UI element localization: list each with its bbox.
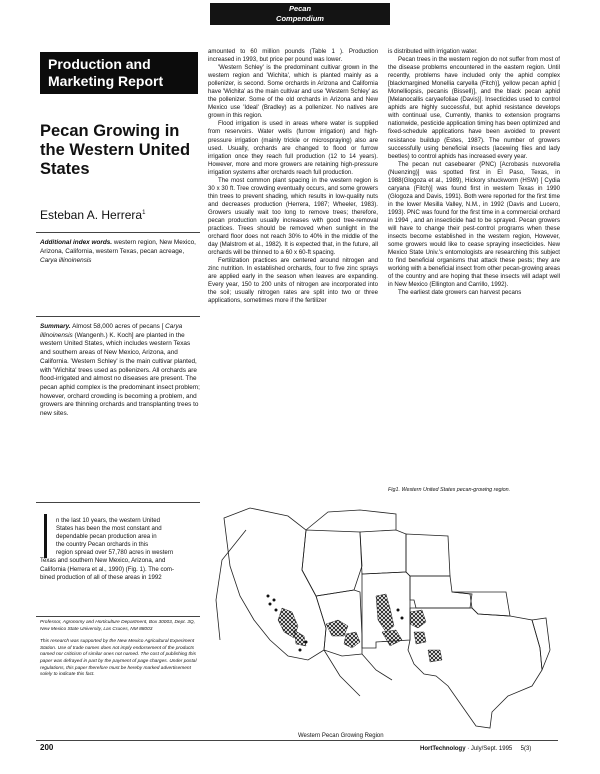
paragraph: amounted to 60 million pounds (Table 1 ). Production increased in 1993, but price per pound was lower. <box>208 48 378 64</box>
funding-footnote: This research was supported by the New Mexico Agricultural Experiment Station. Use of trade names does not imply endorsement of the products named nor criticism of similar ones not named. The cost of publishing this paper was defrayed in part by the payment of page charges. Under postal regulations, this paper therefore must be hereby marked advertisement solely to indicate this fact. <box>40 639 197 678</box>
index-words-label: Additional index words. <box>40 239 113 246</box>
intro-line: n the last 10 years, the western United <box>56 517 160 524</box>
index-words-species: Carya illinoinensis <box>40 257 92 264</box>
column-3 <box>388 48 560 297</box>
intro-line: dependable pecan production area in <box>56 533 157 541</box>
intro-line: the country Pecan orchards in this <box>56 541 149 549</box>
paragraph: 'Western Schley' is the predominant cultivar grown in the western region and 'Wichita', which is planted mainly as a pollenizer, is second. Some orchards in Arizona and California have 'Wichita' as the main cultivar and use 'Western Schley' as the pollenizer. Some of the old orchards in Arizona and New Mexico use 'Ideal' (Bradley) as a pollenizer. No natives are grown in this region. <box>208 64 378 120</box>
intro-line: region spread over 57,780 acres in western <box>56 549 174 557</box>
summary-species: Carya illinoinensis <box>40 323 183 339</box>
summary-text-1: Almost 58,000 acres of pecans [ <box>70 323 166 330</box>
paragraph: Fertilization practices are centered around nitrogen and zinc nutrition. In established orchards, four to five zinc sprays are applied early in the season when leaves are expanding. Every year, 150 to 200 units of nitrogen are incorporated into the soil; usually nitrogen rates are split into two or three applications, sometimes more if the fertilizer <box>208 257 378 305</box>
subsection-label: Compendium <box>276 14 324 23</box>
journal-footer <box>420 746 531 752</box>
journal-issue: · July/Sept. 1995 <box>465 746 513 752</box>
article-title: Pecan Growing in the Western United States <box>40 122 191 178</box>
column-2 <box>208 48 378 306</box>
figure-caption-label: Fig1. <box>388 487 400 493</box>
paragraph: The pecan nut casebearer (PNC) [Acrobasis nuxvorella (Nuenzing)] was spotted first in El Paso, Texas, in 1988(Glogoza et al., 1989), Hickory shuckworm (HSW) [ Cydia caryana (Fitch)] was found first in western Texas in 1990 (Glogoza and Davis, 1991). Both were reported for the first time in the lower Mesilla Valley, N.M., in 1992 (Davis and Lucero, 1993). PNC was found for the first time in a commercial orchard in 1994 , and an insecticide had to be sprayed. Pecan growers will have to change their pest-control programs when these insects become established in the western region, However, some growers would like to cease spraying insecticides. New Mexico State Univ.'s entomologists are researching this subject to find beneficial organisms that attack these pests; they are working with a beneficial insect from other pecan-growing areas of the country and are hoping that these insects will adapt well in New Mexico (Ellington and Carrillo, 1992). <box>388 160 560 289</box>
intro-line: States has been the most constant and <box>56 525 162 533</box>
intro-line: Texas and southern New Mexico, Arizona, and <box>40 557 166 565</box>
affiliation-footnote: Professor, Agronomy and Horticulture Department, Box 30003, Dept. 3Q, New Mexico State University, Las Cruces, NM 88003 <box>40 620 195 632</box>
report-banner <box>40 52 198 94</box>
author-name: Esteban A. Herrera <box>40 208 143 222</box>
section-banner <box>210 3 390 25</box>
pecan-growing-areas <box>278 594 442 662</box>
paragraph: The most common plant spacing in the western region is 30 x 30 ft. Tree crowding eventually occurs, and some growers thin trees to prevent shading, which results in low-quality nuts and decreases production (Herrera, 1987; Wheeler, 1983). Growers usually wait too long to remove trees; therefore, pecan production usually increases with good tree-removal practices. Trees should be removed when sunlight in the orchard floor does not reach 30% to 40% in the middle of the day (Malstrom et al., 1982). It is expected that, in the future, all orchards will be thinned to a 60 x 60-ft spacing. <box>208 176 378 257</box>
paragraph: Flood irrigation is used in areas where water is supplied from reservoirs. Water wells (furrow irrigation) and high-pressure irrigation (mainly trickle or microspraying) also are used. Usually, orchards are changed to flood or furrow irrigation once they reach full production (12 to 14 years). However, more and more growers are retaining high-pressure irrigation systems after orchards reach full production. <box>208 120 378 176</box>
divider <box>36 616 200 617</box>
report-line-1: Production and <box>48 56 151 72</box>
summary-block <box>40 323 200 419</box>
author-footnote-mark: 1 <box>142 210 146 216</box>
footnotes <box>40 620 200 679</box>
figure-caption <box>388 487 558 493</box>
index-words-text: western region, New Mexico, Arizona, California, western Texas, pecan acreage, <box>40 239 196 255</box>
summary-label: Summary. <box>40 323 71 330</box>
report-line-2: Marketing Report <box>48 73 164 89</box>
map-title: Western Pecan Growing Region <box>298 733 384 739</box>
paragraph: The earliest date growers can harvest pecans <box>398 289 522 297</box>
journal-volume: 5(3) <box>520 746 532 752</box>
footer-rule <box>36 740 558 741</box>
intro-line: California (Herrera et al., 1990) (Fig. 1). The com- <box>40 565 174 573</box>
divider <box>36 502 200 503</box>
index-words <box>40 238 200 265</box>
intro-line: bined production of all of these areas in 1992 <box>40 573 162 581</box>
divider <box>36 316 200 317</box>
section-label: Pecan <box>288 4 312 13</box>
intro-paragraph <box>40 517 200 582</box>
author-line <box>40 208 200 222</box>
divider <box>36 232 200 233</box>
paragraph: is distributed with irrigation water. <box>388 48 478 55</box>
page-number: 200 <box>40 743 54 752</box>
figure-caption-text: Western United States pecan-growing region. <box>399 487 511 493</box>
journal-name: HortTechnology <box>420 746 466 752</box>
paragraph: Pecan trees in the western region do not suffer from most of the disease problems encountered in the eastern region. Until recently, problems have included only the aphid complex [blackmargined Monellia caryella (Fitch)], yellow pecan aphid [ Monelliopsis, pecanis (Bissell)], and the black pecan aphid [Melanocallis caryaefoliae (Davis)]. Insecticides used to control aphids are highly successful, but aphid resistance develops with continual use, Currently, thanks to extension programs nationwide, pesticide application timing has been optimized and fixed-schedule applications have been avoided to prevent resistance buildup (Estes, 1987). The number of growers successfully using beneficial insects (lacewing flies and lady beetles) to control aphids has increased every year. <box>388 56 560 160</box>
western-us-map <box>210 500 560 732</box>
summary-text-2: (Wangenh.) K. Koch] are planted in the western United States, which includes western Texas and southern areas of New Mexico, Arizona, and California. 'Western Schley' is the main cultivar planted, with 'Wichita' trees used as pollenizers. All orchards are flood-irrigated and almost no diseases are present. The pecan aphid complex is the predominant insect problem; however, orchard crowding is becoming a problem, and growers are thinning orchards and transplanting trees to new sites. <box>40 331 200 418</box>
